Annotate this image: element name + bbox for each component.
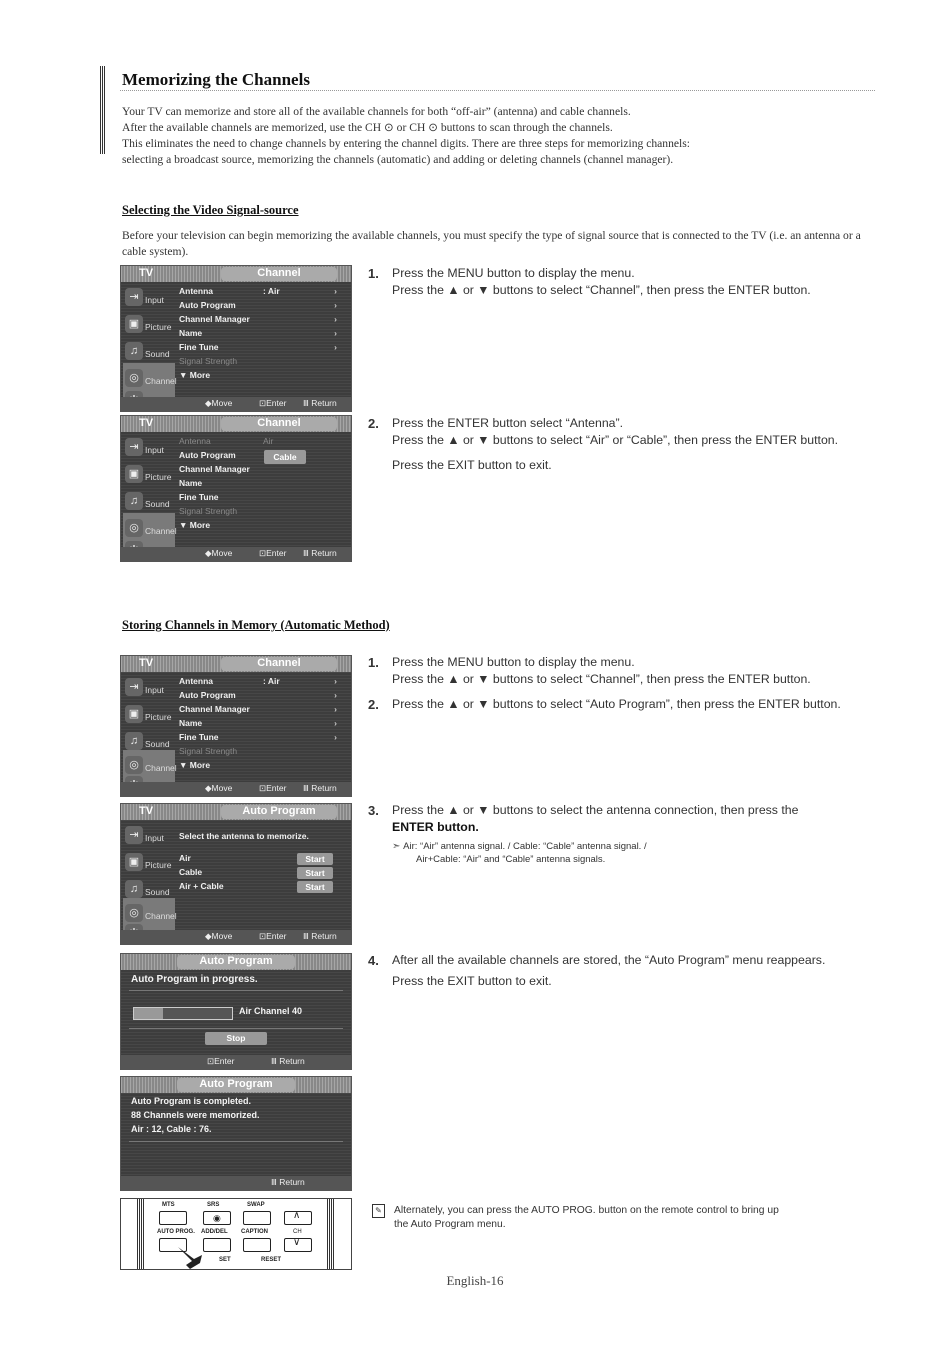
sound-icon: ♫: [125, 342, 143, 360]
step-line: Press the MENU button to display the menu.: [392, 266, 635, 280]
sidebar-item-input[interactable]: ⇥ Input: [123, 432, 175, 466]
channel-icon: ◎: [125, 519, 143, 537]
chevron-right-icon: ›: [334, 690, 337, 700]
menu-item-fine-tune[interactable]: Fine Tune ›: [179, 342, 337, 352]
pointing-hand-icon: [176, 1245, 218, 1271]
menu-item-signal-strength: Signal Strength: [179, 506, 238, 516]
input-icon: ⇥: [125, 826, 143, 844]
osd-header: Auto Program: [121, 954, 351, 970]
step-line: Press the ▲ or ▼ buttons to select “Air” or “Cable”, then press the ENTER button.: [392, 433, 839, 447]
remote-side-left: [137, 1199, 145, 1269]
osd-sidebar: [121, 432, 175, 547]
chevron-right-icon: ›: [334, 704, 337, 714]
sidebar-item-picture[interactable]: ▣ Picture: [123, 459, 175, 493]
osd-channel-items: [179, 436, 345, 534]
menu-item-channel-manager[interactable]: Channel Manager: [179, 464, 250, 474]
chevron-right-icon: ›: [334, 328, 337, 338]
osd-auto-program-completed: [120, 1076, 352, 1191]
osd-auto-program-select: [120, 803, 352, 945]
menu-item-more[interactable]: ▼ More: [179, 520, 211, 530]
osd-divider: [129, 1141, 343, 1142]
section2-step-2: 2. Press the ▲ or ▼ buttons to select “Auto Program”, then press the ENTER button.: [368, 696, 898, 713]
sound-icon: ♫: [125, 880, 143, 898]
start-button-air[interactable]: Start: [297, 853, 333, 865]
footer-return: Ⅲ Return: [303, 398, 337, 408]
chevron-right-icon: ›: [334, 342, 337, 352]
page-title: Memorizing the Channels: [122, 70, 310, 89]
chevron-right-icon: ›: [334, 732, 337, 742]
menu-item-name[interactable]: Name ›: [179, 718, 337, 728]
osd-footer: ⊡Enter Ⅲ Return: [121, 1055, 351, 1069]
step-line: Press the ▲ or ▼ buttons to select “Channel”, then press the ENTER button.: [392, 283, 811, 297]
menu-item-auto-program[interactable]: Auto Program: [179, 450, 236, 460]
osd-title: Channel: [221, 267, 337, 281]
section-heading-automatic-method: Storing Channels in Memory (Automatic Method): [122, 618, 390, 632]
channel-icon: ◎: [125, 369, 143, 387]
step-line: Press the ▲ or ▼ buttons to select “Auto Program”, then press the ENTER button.: [392, 697, 841, 711]
channel-icon: ◎: [125, 756, 143, 774]
section2-step-3: 3. Press the ▲ or ▼ buttons to select the antenna connection, then press the ENTER button. ➣ Air: “Air” antenna signal. / Cable: “Cable” antenna signal. / Air+Cable: “Air” and “Cable” antenna signals.: [368, 802, 898, 866]
caption-button[interactable]: [243, 1238, 271, 1252]
sidebar-item-input[interactable]: ⇥ Input: [123, 672, 175, 706]
sidebar-item-channel[interactable]: ◎ Channel: [123, 750, 175, 784]
title-rule: [120, 90, 875, 91]
intro-line-1: Your TV can memorize and store all of the available channels for both “off-air” (antenna) and cable channels.: [122, 105, 631, 118]
chevron-down-icon: ∨: [293, 1237, 301, 1248]
stop-button[interactable]: Stop: [205, 1032, 267, 1045]
osd-footer: ◆Move ⊡Enter Ⅲ Return: [121, 930, 351, 944]
note-arrow-icon: ➣: [392, 841, 404, 852]
section1-paragraph: Before your television can begin memorizing the available channels, you must specify the type of signal source that is connected to the TV (i.e. an antenna or a cable system).: [122, 229, 861, 258]
section1-step-2: 2. Press the ENTER button select “Antenna”. Press the ▲ or ▼ buttons to select “Air” or “Cable”, then press the ENTER button. Press the EXIT button to exit.: [368, 415, 888, 474]
osd-channel-items: [179, 286, 345, 384]
menu-item-more[interactable]: ▼ More: [179, 370, 211, 380]
sidebar-item-input[interactable]: ⇥ Input: [123, 282, 175, 316]
osd-auto-program-progress: [120, 953, 352, 1070]
progress-bar-fill: [134, 1008, 163, 1019]
osd-divider: [129, 1028, 343, 1029]
start-button-air-cable[interactable]: Start: [297, 881, 333, 893]
input-icon: ⇥: [125, 438, 143, 456]
osd-channel-items: [179, 676, 345, 774]
progress-bar: [133, 1007, 233, 1020]
channel-up-button[interactable]: [284, 1211, 312, 1225]
menu-item-antenna[interactable]: Antenna Air: [179, 436, 274, 446]
title-decoration: [100, 66, 106, 154]
sidebar-item-channel[interactable]: ◎ Channel: [123, 363, 175, 397]
channel-icon: ◎: [125, 904, 143, 922]
osd-header: TV Channel: [121, 416, 351, 432]
menu-item-channel-manager[interactable]: Channel Manager ›: [179, 314, 337, 324]
section1-step-1: 1. Press the MENU button to display the menu. Press the ▲ or ▼ buttons to select “Channel”, then press the ENTER button.: [368, 265, 888, 299]
menu-item-auto-program[interactable]: Auto Program ›: [179, 690, 337, 700]
sidebar-item-picture[interactable]: ▣ Picture: [123, 699, 175, 733]
osd-channel-menu-2: [120, 655, 352, 797]
intro-line-2: After the available channels are memorized, use the CH ⊙ or CH ⊙ buttons to scan through the channels.: [122, 121, 613, 134]
sidebar-item-picture[interactable]: ▣ Picture: [123, 309, 175, 343]
sidebar-item-sound[interactable]: ♫ Sound: [123, 726, 175, 760]
antenna-row-cable[interactable]: Cable: [179, 867, 203, 877]
osd-footer: Ⅲ Return: [121, 1176, 351, 1190]
intro-line-3: This eliminates the need to change channels by entering the channel digits. There are three steps for memorizing channels:: [122, 137, 691, 150]
antenna-row-air-cable[interactable]: Air + Cable: [179, 881, 224, 891]
osd-sidebar: [121, 282, 175, 397]
osd-tv-label: TV: [139, 267, 154, 279]
sidebar-item-channel[interactable]: ◎ Channel: [123, 513, 175, 547]
antenna-row-air[interactable]: Air: [179, 853, 191, 863]
sidebar-item-sound[interactable]: ♫ Sound: [123, 874, 175, 908]
chevron-right-icon: ›: [334, 286, 337, 296]
picture-icon: ▣: [125, 315, 143, 333]
sidebar-item-sound[interactable]: ♫ Sound: [123, 336, 175, 370]
remote-control-illustration: MTS SRS SWAP ◉ ∧ AUTO PROG. ADD/DEL CAPTION CH ∨ SET RESET: [120, 1198, 352, 1270]
step-line: ENTER button.: [392, 820, 479, 834]
completed-text: Auto Program is completed.: [131, 1096, 252, 1106]
chevron-right-icon: ›: [334, 718, 337, 728]
osd-header: Auto Program: [121, 1077, 351, 1093]
osd-footer: ◆Move ⊡Enter Ⅲ Return: [121, 547, 351, 561]
osd-footer: [121, 397, 351, 411]
osd-footer: ◆Move ⊡Enter Ⅲ Return: [121, 782, 351, 796]
picture-icon: ▣: [125, 465, 143, 483]
menu-item-signal-strength: Signal Strength: [179, 746, 238, 756]
start-button-cable[interactable]: Start: [297, 867, 333, 879]
sidebar-item-input[interactable]: ⇥ Input: [123, 820, 175, 854]
step-line: Press the ▲ or ▼ buttons to select the antenna connection, then press the: [392, 803, 799, 817]
sidebar-item-picture[interactable]: ▣ Picture: [123, 847, 175, 881]
chevron-right-icon: ›: [334, 314, 337, 324]
menu-item-name[interactable]: Name ›: [179, 328, 337, 338]
channel-down-button[interactable]: [284, 1238, 312, 1252]
step3-note: ➣ Air: “Air” antenna signal. / Cable: “Cable” antenna signal. / Air+Cable: “Air” and “Cable” antenna signals.: [392, 841, 647, 865]
osd-sidebar: [121, 820, 175, 930]
section-heading-signal-source: Selecting the Video Signal-source: [122, 203, 299, 217]
antenna-option-cable[interactable]: Cable: [264, 450, 306, 464]
step-line: After all the available channels are stored, the “Auto Program” menu reappears.: [392, 953, 826, 967]
osd-sidebar: [121, 672, 175, 782]
swap-button[interactable]: [243, 1211, 271, 1225]
sidebar-item-channel[interactable]: ◎ Channel: [123, 898, 175, 932]
step-line: Press the EXIT button to exit.: [392, 458, 552, 472]
osd-channel-menu-antenna: [120, 415, 352, 562]
picture-icon: ▣: [125, 705, 143, 723]
sound-icon: ♫: [125, 732, 143, 750]
in-progress-text: Auto Program in progress.: [131, 974, 258, 985]
page-number: English-16: [446, 1273, 504, 1288]
osd-channel-menu-1: [120, 265, 352, 412]
menu-item-signal-strength: Signal Strength: [179, 356, 238, 366]
step-line: Press the MENU button to display the menu.: [392, 655, 635, 669]
intro-line-4: selecting a broadcast source, memorizing the channels (automatic) and adding or deleting channels (channel manager).: [122, 153, 674, 166]
chevron-up-icon: ∧: [293, 1210, 301, 1221]
memorized-count-text: 88 Channels were memorized.: [131, 1110, 260, 1120]
tip-note: ✎ Alternately, you can press the AUTO PROG. button on the remote control to bring up the Auto Program menu.: [372, 1204, 872, 1232]
picture-icon: ▣: [125, 853, 143, 871]
menu-item-name[interactable]: Name: [179, 478, 203, 488]
step-line: Press the ENTER button select “Antenna”.: [392, 416, 624, 430]
mts-button[interactable]: [159, 1211, 187, 1225]
osd-header: TV Channel: [121, 656, 351, 672]
osd-header: TV Auto Program: [121, 804, 351, 820]
osd-header: [121, 266, 351, 282]
menu-item-antenna[interactable]: Antenna : Air ›: [179, 286, 337, 296]
note-icon: ✎: [372, 1204, 385, 1218]
input-icon: ⇥: [125, 678, 143, 696]
menu-item-fine-tune[interactable]: Fine Tune ›: [179, 732, 337, 742]
sound-icon: ♫: [125, 492, 143, 510]
menu-item-channel-manager[interactable]: Channel Manager ›: [179, 704, 337, 714]
menu-item-fine-tune[interactable]: Fine Tune: [179, 492, 219, 502]
sidebar-item-sound[interactable]: ♫ Sound: [123, 486, 175, 520]
osd-divider: [129, 990, 343, 991]
input-icon: ⇥: [125, 288, 143, 306]
step-line: Press the ▲ or ▼ buttons to select “Channel”, then press the ENTER button.: [392, 672, 811, 686]
menu-item-more[interactable]: ▼ More: [179, 760, 211, 770]
section2-step-1: 1. Press the MENU button to display the menu. Press the ▲ or ▼ buttons to select “Channel”, then press the ENTER button.: [368, 654, 898, 688]
srs-icon: ◉: [213, 1213, 221, 1223]
menu-item-auto-program[interactable]: Auto Program ›: [179, 300, 337, 310]
srs-button[interactable]: [203, 1211, 231, 1225]
select-antenna-label: Select the antenna to memorize.: [179, 831, 309, 841]
air-cable-counts: Air : 12, Cable : 76.: [131, 1124, 212, 1134]
progress-readout: Air Channel 40: [239, 1006, 303, 1016]
menu-item-antenna[interactable]: Antenna : Air ›: [179, 676, 337, 686]
remote-side-right: [327, 1199, 335, 1269]
footer-move: ◆Move: [205, 398, 233, 408]
intro-text: [122, 104, 882, 168]
chevron-right-icon: ›: [334, 300, 337, 310]
section2-step-4: 4. After all the available channels are stored, the “Auto Program” menu reappears. Press the EXIT button to exit.: [368, 952, 898, 990]
chevron-right-icon: ›: [334, 676, 337, 686]
footer-enter: ⊡Enter: [259, 398, 287, 408]
step-line: Press the EXIT button to exit.: [392, 974, 552, 988]
